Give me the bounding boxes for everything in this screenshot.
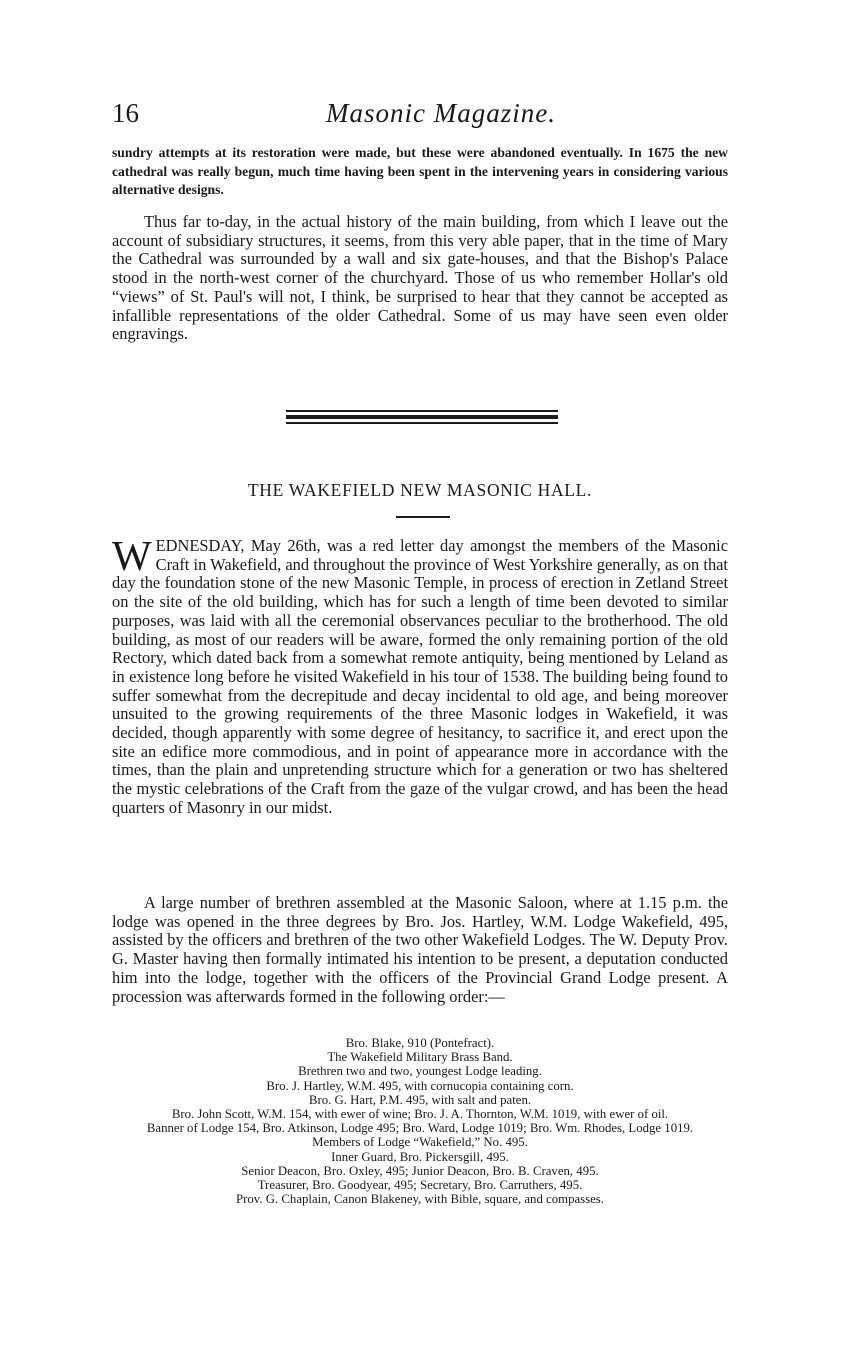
page-header: [112, 98, 740, 138]
article-title: THE WAKEFIELD NEW MASONIC HALL.: [247, 480, 593, 500]
procession-line: Banner of Lodge 154, Bro. Atkinson, Lodge 495; Bro. Ward, Lodge 1019; Bro. Wm. Rhodes, Lodge 1019.: [146, 1121, 694, 1136]
procession-line: Bro. Blake, 910 (Pontefract).: [345, 1036, 495, 1050]
page-number: 16: [112, 98, 139, 128]
paragraph-2-text: EDNESDAY, May 26th, was a red letter day amongst the members of the Masonic Craft in Wakefield, and throughout the province of West Yorkshire generally, as on that day the foundation stone of the new Masonic Temple, in process of erection in Zetland Street on the site of the old building, which has for such a length of time been devoted to similar purposes, was laid with all the ceremonial observances peculiar to the brotherhood. The old building, as most of our readers will be aware, formed the only remaining portion of the old Rectory, which dated back from a somewhat remote antiquity, being mentioned by Leland as in existence long before he visited Wakefield in his tour of 1538. The building being found to suffer somewhat from the decrepitude and decay incidental to old age, and being moreover unsuited to the growing requirements of the three Masonic lodges in Wakefield, it was decided, though apparently with some degree of hesitancy, to sacrifice it, and erect upon the site an edifice more commodious, and in point of appearance more in accordance with the times, than the plain and unpretending structure which for a generation or two has sheltered the mystic celebrations of the Craft from the gaze of the vulgar crowd, and has been the head quarters of Masonry in our midst.: [112, 536, 728, 817]
procession-line: Senior Deacon, Bro. Oxley, 495; Junior Deacon, Bro. B. Craven, 495.: [241, 1163, 599, 1178]
body-paragraph-1: Thus far to-day, in the actual history of the main building, from which I leave out the account of subsidiary structures, it seems, from this very able paper, that in the time of Mary the Cathedral was surrounded by a wall and six gate-houses, and that the Bishop's Palace stood in the north-west corner of the churchyard. Those of us who remember Hollar's old “views” of St. Paul's will not, I think, be surprised to hear that they cannot be accepted as infallible representations of the older Cathedral. Some of us may have seen even older engravings.: [112, 212, 728, 344]
procession-line: Bro. J. Hartley, W.M. 495, with cornucopia containing corn.: [266, 1078, 574, 1093]
procession-line: Bro. G. Hart, P.M. 495, with salt and paten.: [308, 1092, 532, 1107]
procession-line: Brethren two and two, youngest Lodge leading.: [298, 1064, 542, 1079]
procession-line: Bro. John Scott, W.M. 154, with ewer of wine; Bro. J. A. Thornton, W.M. 1019, with ewer of oil.: [171, 1107, 669, 1122]
procession-line: Inner Guard, Bro. Pickersgill, 495.: [331, 1149, 509, 1164]
title-rule: [396, 516, 450, 518]
body-paragraph-3: A large number of brethren assembled at the Masonic Saloon, where at 1.15 p.m. the lodge was opened in the three degrees by Bro. Jos. Hartley, W.M. Lodge Wakefield, 495, assisted by the officers and brethren of the two other Wakefield Lodges. The W. Deputy Prov. G. Master having then formally intimated his intention to be present, a deputation conducted him into the lodge, together with the officers of the Provincial Grand Lodge present. A procession was afterwards formed in the following order:—: [112, 893, 728, 1006]
procession-line: Members of Lodge “Wakefield,” No. 495.: [312, 1135, 528, 1150]
section-divider: [286, 410, 558, 424]
drop-cap: W: [112, 534, 152, 580]
procession-line: The Wakefield Military Brass Band.: [327, 1050, 513, 1065]
procession-line: Prov. G. Chaplain, Canon Blakeney, with Bible, square, and compasses.: [236, 1192, 604, 1207]
intro-paragraph: sundry attempts at its restoration were made, but these were abandoned eventually. In 1675 the new cathedral was really begun, much time having been spent in the intervening years in considering various alternative designs.: [112, 145, 728, 197]
body-paragraph-2: [112, 534, 728, 818]
running-title: Masonic Magazine.: [326, 98, 556, 128]
procession-list: [112, 1036, 728, 1206]
procession-line: Treasurer, Bro. Goodyear, 495; Secretary, Bro. Carruthers, 495.: [257, 1178, 583, 1193]
